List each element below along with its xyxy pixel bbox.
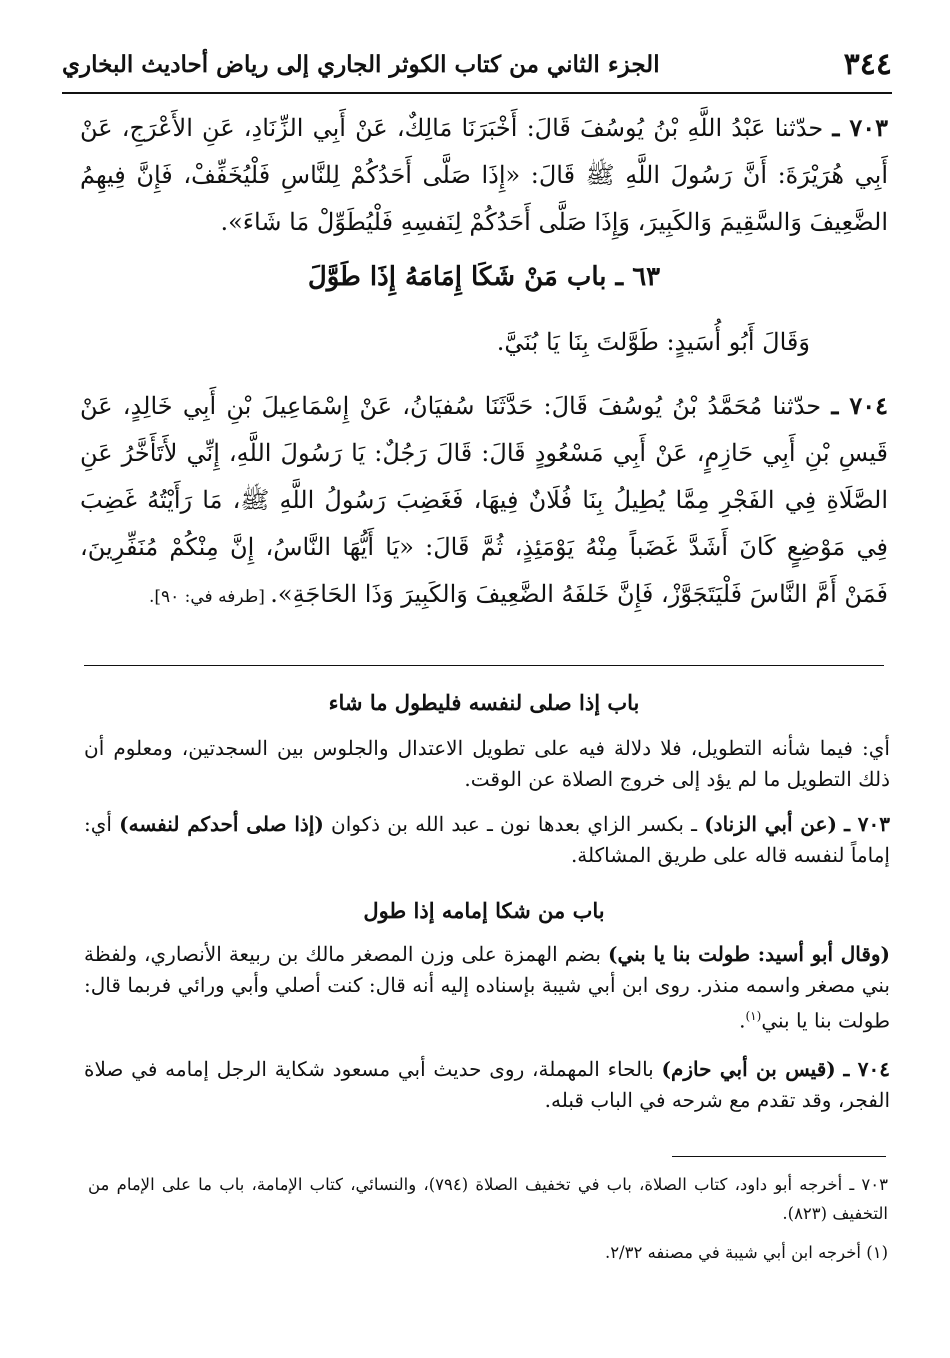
chapter-heading: ٦٣ ـ باب مَنْ شَكَا إِمَامَهُ إِذَا طَوَّلَ: [307, 262, 661, 292]
hadith-704: [80, 382, 888, 621]
commentary-paragraph: أي: فيما شأنه التطويل، فلا دلالة فيه على تطويل الاعتدال والجلوس بين السجدتين، ومعلوم أن ذلك التطويل ما لم يؤد إلى خروج الصلاة عن الوقت.: [84, 736, 890, 791]
footnote-divider: [672, 1156, 886, 1157]
commentary-text: ـ بكسر الزاي بعدها نون ـ عبد الله بن ذكوان: [323, 812, 705, 836]
lemma: (عن أبي الزناد): [704, 812, 837, 836]
abu-usayd-saying: وَقَالَ أَبُو أُسَيدٍ: طَوَّلتَ بِنَا يَا بُنَيَّ.: [496, 328, 810, 356]
footnote-703: ٧٠٣ ـ أخرجه أبو داود، كتاب الصلاة، باب في تخفيف الصلاة (٧٩٤)، والنسائي، كتاب الإمامة، باب ما على الإمام من التخفيف (٨٢٣).: [88, 1175, 889, 1223]
commentary-paragraph: [84, 809, 890, 871]
running-title: الجزء الثاني من كتاب الكوثر الجاري إلى رياض أحاديث البخاري: [62, 50, 660, 78]
commentary-text: بالحاء المهملة، روى حديث أبي مسعود شكاية الرجل إمامه في صلاة الفجر، وقد تقدم مع شرحه في الباب قبله.: [84, 1057, 890, 1112]
commentary-heading: باب من شكا إمامه إذا طول: [363, 898, 605, 923]
commentary-paragraph: [84, 1054, 890, 1116]
commentary-paragraph: [84, 939, 890, 1037]
commentary-divider: [84, 665, 884, 666]
cross-reference: [طرفه في: ٩٠].: [148, 587, 271, 607]
commentary-text: .: [739, 1008, 746, 1033]
page-header: [62, 40, 892, 88]
hadith-text: حدّثنا عَبْدُ اللَّهِ بْنُ يُوسُفَ قَالَ: أَخْبَرَنَا مَالِكٌ، عَنْ أَبِي الزِّنَادِ، عَنِ الأَعْرَجِ، عَنْ أَبِي هُرَيْرَةَ: أَنَّ رَسُولَ اللَّهِ ﷺ قَالَ: «إِذَا صَلَّى أَحَدُكُمْ لِلنَّاسِ فَلْيُخَفِّفْ، فَإِنَّ فِيهِمُ الضَّعِيفَ وَالسَّقِيمَ وَالكَبِيرَ، وَإِذَا صَلَّى أَحَدُكُمْ لِنَفسِهِ فَلْيُطَوِّلْ مَا شَاءَ».: [80, 114, 888, 236]
commentary-text: بضم الهمزة على وزن المصغر مالك بن ربيعة الأنصاري، ولفظة بني مصغر واسمه منذر. روى ابن أبي شيبة بإسناده إليه أنه قال: كنت أصلي وأبي ورائي فربما قال: طولت بنا يا بني: [84, 942, 890, 1033]
hadith-text: حدّثنا مُحَمَّدُ بْنُ يُوسُفَ قَالَ: حَدَّثَنَا سُفيَانُ، عَنْ إِسْمَاعِيلَ بْنِ أَبِي خَالِدٍ، عَنْ قَيسِ بْنِ أَبِي حَازِمٍ، عَنْ أَبِي مَسْعُودٍ قَالَ: قَالَ رَجُلٌ: يَا رَسُولَ اللَّهِ، إِنِّي لأَتَأَخَّرُ عَنِ الصَّلَاةِ فِي الفَجْرِ مِمَّا يُطِيلُ بِنَا فُلَانٌ فِيهَا، فَغَضِبَ رَسُولُ اللَّهِ ﷺ، مَا رَأَيْتُهُ غَضِبَ فِي مَوْضِعٍ كَانَ أَشَدَّ غَضَباً مِنْهُ يَوْمَئِذٍ، ثُمَّ قَالَ: «يَا أَيُّهَا النَّاسُ، إِنَّ مِنْكُمْ مُنَفِّرِينَ، فَمَنْ أَمَّ النَّاسَ فَلْيَتَجَوَّزْ، فَإِنَّ خَلفَهُ الضَّعِيفَ وَالكَبِيرَ وَذَا الحَاجَةِ».: [80, 392, 888, 608]
footnote-1: (١) أخرجه ابن أبي شيبة في مصنفه ٢/٣٢.: [604, 1243, 888, 1262]
hadith-number: ٧٠٣ ـ: [844, 812, 891, 836]
lemma: (قيس بن أبي حازم): [661, 1057, 836, 1081]
lemma: (وقال أبو أسيد: طولت بنا يا بني): [608, 942, 890, 966]
hadith-number: ٧٠٤ ـ: [831, 391, 888, 420]
header-divider: [62, 92, 892, 94]
footnote-marker: (١): [745, 1009, 762, 1023]
commentary-text: أي: إماماً لنفسه قاله على طريق المشاكلة.: [84, 812, 890, 867]
commentary-heading: باب إذا صلى لنفسه فليطول ما شاء: [328, 690, 640, 715]
page-number: ٣٤٤: [843, 46, 892, 82]
hadith-703: [80, 104, 888, 246]
hadith-number: ٧٠٤ ـ: [843, 1057, 891, 1081]
lemma: (إذا صلى أحدكم لنفسه): [119, 812, 324, 836]
hadith-number: ٧٠٣ ـ: [832, 113, 889, 142]
